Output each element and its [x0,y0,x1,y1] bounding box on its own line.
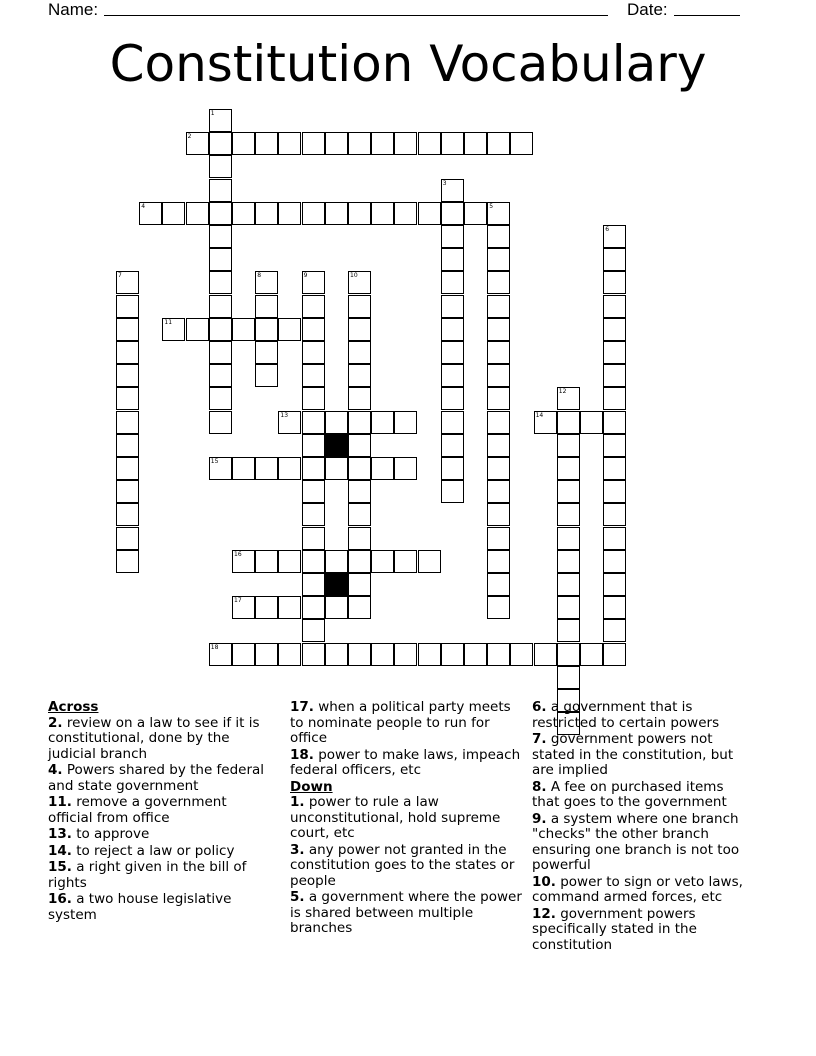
grid-cell[interactable] [209,295,232,318]
grid-cell[interactable] [441,271,464,294]
grid-cell[interactable] [209,202,232,225]
grid-cell[interactable] [603,527,626,550]
grid-cell[interactable] [209,387,232,410]
grid-cell[interactable] [557,387,580,410]
grid-cell[interactable] [418,202,441,225]
clues-column-2 [290,700,522,938]
grid-cell[interactable] [487,503,510,526]
clue-text: a government that is restricted to certain powers [532,699,720,731]
grid-cell[interactable] [302,643,325,666]
grid-cell[interactable] [348,387,371,410]
grid-cell[interactable] [255,318,278,341]
clue-text: a system where one branch "checks" the other branch ensuring one branch is not too powerful [532,810,740,873]
grid-cell[interactable] [371,411,394,434]
down-clue [290,795,522,842]
clue-number: 4 [141,202,146,210]
grid-cell[interactable] [232,596,255,619]
grid-cell[interactable] [557,619,580,642]
grid-cell[interactable] [255,457,278,480]
clue-number-label: 12. [532,905,556,922]
grid-cell[interactable] [186,202,209,225]
grid-cell[interactable] [441,411,464,434]
clue-number-label: 18. [290,746,314,763]
down-clue [532,700,754,731]
grid-cell[interactable] [348,596,371,619]
down-heading: Down [290,778,333,795]
clue-number: 10 [350,272,358,280]
across-clue [48,892,268,923]
grid-cell[interactable] [464,132,487,155]
grid-cell[interactable] [232,318,255,341]
grid-cell[interactable] [348,434,371,457]
grid-cell[interactable] [487,225,510,248]
grid-cell[interactable] [278,202,301,225]
clues-column-3 [532,700,754,954]
grid-cell[interactable] [394,411,417,434]
grid-cell[interactable] [487,248,510,271]
grid-cell[interactable] [209,225,232,248]
clue-text: power to rule a law unconstitutional, hold supreme court, etc [290,794,501,841]
grid-cell[interactable] [394,202,417,225]
grid-cell[interactable] [325,411,348,434]
grid-cell[interactable] [209,364,232,387]
grid-cell[interactable] [278,643,301,666]
grid-cell[interactable] [232,643,255,666]
clue-number-label: 13. [48,826,72,842]
grid-cell[interactable] [186,132,209,155]
down-clue [532,812,754,874]
grid-cell[interactable] [348,480,371,503]
grid-cell[interactable] [487,387,510,410]
clue-text: Powers shared by the federal and state government [48,762,265,794]
grid-cell[interactable] [557,527,580,550]
grid-cell[interactable] [348,411,371,434]
clue-number: 7 [118,272,122,280]
grid-cell[interactable] [302,434,325,457]
grid-cell[interactable] [232,457,255,480]
grid-cell[interactable] [418,550,441,573]
grid-cell[interactable] [580,411,603,434]
across-clue-list [48,716,268,924]
grid-cell[interactable] [487,318,510,341]
grid-cell[interactable] [487,341,510,364]
grid-cell[interactable] [116,434,139,457]
clue-number-label: 3. [290,841,305,858]
grid-cell[interactable] [302,132,325,155]
grid-cell[interactable] [302,550,325,573]
grid-cell[interactable] [278,596,301,619]
grid-cell[interactable] [255,271,278,294]
grid-cell[interactable] [603,573,626,596]
grid-cell[interactable] [441,341,464,364]
grid-cell[interactable] [348,573,371,596]
grid-cell[interactable] [580,643,603,666]
grid-cell[interactable] [255,295,278,318]
clues-column-1 [48,700,268,924]
grid-cell[interactable] [278,318,301,341]
grid-cell[interactable] [603,411,626,434]
grid-cell[interactable] [348,341,371,364]
grid-cell[interactable] [232,202,255,225]
grid-cell[interactable] [209,411,232,434]
grid-cell[interactable] [418,132,441,155]
grid-cell[interactable] [557,666,580,689]
clue-number-label: 4. [48,762,63,778]
clue-text: government powers specifically stated in the constitution [532,905,697,953]
grid-cell[interactable] [302,503,325,526]
clue-number-label: 6. [532,699,547,715]
grid-cell[interactable] [209,109,232,132]
grid-cell[interactable] [116,550,139,573]
grid-cell[interactable] [116,295,139,318]
clue-number: 18 [210,643,219,651]
grid-cell[interactable] [278,411,301,434]
grid-cell[interactable] [371,550,394,573]
grid-cell[interactable] [557,573,580,596]
grid-cell[interactable] [302,573,325,596]
grid-cell[interactable] [348,202,371,225]
clue-text: review on a law to see if it is constitutional, done by the judicial branch [48,714,260,762]
grid-cell[interactable] [418,643,441,666]
grid-cell[interactable] [325,596,348,619]
name-label: Name: [48,0,99,19]
grid-cell[interactable] [302,271,325,294]
across-clue [48,827,268,843]
grid-cell[interactable] [557,503,580,526]
clue-number-label: 2. [48,714,63,731]
grid-cell[interactable] [325,202,348,225]
grid-cell[interactable] [348,318,371,341]
grid-cell[interactable] [603,434,626,457]
clue-number-label: 11. [48,794,72,810]
grid-cell[interactable] [534,411,557,434]
down-clue [532,780,754,811]
grid-cell[interactable] [557,643,580,666]
grid-cell[interactable] [557,480,580,503]
grid-cell[interactable] [603,271,626,294]
grid-cell[interactable] [510,132,533,155]
grid-cell[interactable] [348,132,371,155]
grid-cell[interactable] [441,318,464,341]
grid-cell[interactable] [487,550,510,573]
grid-cell[interactable] [603,248,626,271]
clue-text: remove a government official from office [48,794,227,826]
grid-cell[interactable] [302,341,325,364]
black-cell [325,434,348,457]
grid-cell[interactable] [487,132,510,155]
grid-cell[interactable] [441,457,464,480]
grid-cell[interactable] [394,643,417,666]
grid-cell[interactable] [348,550,371,573]
grid-cell[interactable] [487,271,510,294]
grid-cell[interactable] [116,318,139,341]
grid-cell[interactable] [603,318,626,341]
grid-cell[interactable] [441,202,464,225]
clue-number-label: 8. [532,778,547,795]
grid-cell[interactable] [441,434,464,457]
grid-cell[interactable] [603,364,626,387]
clue-number: 6 [605,226,610,233]
grid-cell[interactable] [209,248,232,271]
grid-cell[interactable] [302,387,325,410]
grid-cell[interactable] [209,643,232,666]
clue-text: A fee on purchased items that goes to the government [532,778,727,810]
across-clue [48,716,268,763]
across-clue [290,700,522,747]
grid-cell[interactable] [487,295,510,318]
down-clue [532,732,754,779]
grid-cell[interactable] [278,457,301,480]
grid-cell[interactable] [557,434,580,457]
grid-cell[interactable] [116,364,139,387]
down-clue [532,907,754,954]
grid-cell[interactable] [302,457,325,480]
grid-cell[interactable] [441,225,464,248]
clue-number: 2 [187,133,192,141]
grid-cell[interactable] [487,480,510,503]
grid-cell[interactable] [302,619,325,642]
across-clue [48,860,268,891]
grid-cell[interactable] [603,457,626,480]
clue-number-label: 16. [48,891,72,907]
grid-cell[interactable] [603,480,626,503]
grid-cell[interactable] [232,550,255,573]
grid-cell[interactable] [209,132,232,155]
grid-cell[interactable] [209,155,232,178]
grid-cell[interactable] [255,132,278,155]
grid-cell[interactable] [302,202,325,225]
grid-cell[interactable] [116,480,139,503]
grid-cell[interactable] [209,457,232,480]
grid-cell[interactable] [116,527,139,550]
grid-cell[interactable] [255,596,278,619]
grid-cell[interactable] [348,503,371,526]
grid-cell[interactable] [441,643,464,666]
clue-text: a government where the power is shared between multiple branches [290,889,522,936]
clue-number: 8 [257,272,262,280]
grid-cell[interactable] [139,202,162,225]
grid-cell[interactable] [441,132,464,155]
grid-cell[interactable] [255,341,278,364]
grid-cell[interactable] [325,643,348,666]
grid-cell[interactable] [116,387,139,410]
clue-number: 11 [164,318,173,326]
grid-cell[interactable] [487,434,510,457]
grid-cell[interactable] [394,550,417,573]
grid-cell[interactable] [255,550,278,573]
clue-text: any power not granted in the constitution goes to the states or people [290,841,515,889]
grid-cell[interactable] [441,387,464,410]
grid-cell[interactable] [603,387,626,410]
across-clue [48,795,268,826]
clue-text: a two house legislative system [48,891,232,923]
down-clue [290,890,522,937]
grid-cell[interactable] [557,550,580,573]
clue-number-label: 5. [290,889,305,905]
clue-text: power to make laws, impeach federal officers, etc [290,746,521,778]
grid-cell[interactable] [603,225,626,248]
grid-cell[interactable] [487,596,510,619]
page-title: Constitution Vocabulary [109,35,707,93]
clue-number: 5 [489,202,494,210]
clue-number: 17 [234,597,242,605]
grid-cell[interactable] [441,364,464,387]
grid-cell[interactable] [232,132,255,155]
grid-cell[interactable] [441,179,464,202]
clue-text: government powers not stated in the constitution, but are implied [532,731,734,778]
grid-cell[interactable] [487,364,510,387]
grid-cell[interactable] [348,271,371,294]
grid-cell[interactable] [603,619,626,642]
clue-number-label: 1. [290,794,305,810]
grid-cell[interactable] [278,132,301,155]
clue-number-label: 7. [532,731,547,747]
grid-cell[interactable] [603,503,626,526]
clue-number: 9 [303,272,308,280]
grid-cell[interactable] [325,457,348,480]
grid-cell[interactable] [302,527,325,550]
clue-number: 3 [442,179,447,187]
grid-cell[interactable] [487,573,510,596]
grid-cell[interactable] [116,503,139,526]
down-clue [532,875,754,906]
clue-number: 15 [210,458,219,465]
down-clue-list-continued [532,700,754,953]
clue-text: power to sign or veto laws, command armed forces, etc [532,873,743,905]
grid-cell[interactable] [116,341,139,364]
grid-cell[interactable] [603,341,626,364]
grid-cell[interactable] [603,550,626,573]
grid-cell[interactable] [441,480,464,503]
grid-cell[interactable] [510,643,533,666]
across-clue [48,763,268,794]
grid-cell[interactable] [302,480,325,503]
black-cell [325,573,348,596]
grid-cell[interactable] [371,643,394,666]
clue-number: 14 [535,411,544,419]
clue-text: to reject a law or policy [71,842,235,859]
across-clue [290,748,522,779]
clue-number-label: 10. [532,873,556,890]
grid-cell[interactable] [394,457,417,480]
grid-cell[interactable] [348,364,371,387]
grid-cell[interactable] [603,596,626,619]
grid-cell[interactable] [255,643,278,666]
grid-cell[interactable] [603,295,626,318]
clue-text: when a political party meets to nominate people to run for office [290,699,511,746]
clue-number: 1 [210,110,215,117]
across-clue-list-continued [290,700,522,779]
grid-cell[interactable] [557,596,580,619]
grid-cell[interactable] [441,248,464,271]
grid-cell[interactable] [371,202,394,225]
grid-cell[interactable] [302,411,325,434]
grid-cell[interactable] [371,457,394,480]
grid-cell[interactable] [116,271,139,294]
grid-cell[interactable] [162,318,185,341]
grid-cell[interactable] [278,550,301,573]
grid-cell[interactable] [603,643,626,666]
grid-cell[interactable] [255,202,278,225]
clue-number-label: 9. [532,810,547,827]
clue-number: 13 [280,411,289,419]
date-label: Date: [627,0,668,19]
grid-cell[interactable] [209,271,232,294]
clue-text: a right given in the bill of rights [48,859,247,891]
grid-cell[interactable] [255,364,278,387]
grid-cell[interactable] [162,202,185,225]
grid-cell[interactable] [348,295,371,318]
grid-cell[interactable] [302,364,325,387]
clue-number-label: 14. [48,842,72,859]
grid-cell[interactable] [441,295,464,318]
grid-cell[interactable] [116,411,139,434]
grid-cell[interactable] [394,132,417,155]
grid-cell[interactable] [209,341,232,364]
across-heading: Across [48,699,99,715]
grid-cell[interactable] [487,527,510,550]
grid-cell[interactable] [487,202,510,225]
grid-cell[interactable] [116,457,139,480]
grid-cell[interactable] [302,295,325,318]
grid-cell[interactable] [487,457,510,480]
grid-cell[interactable] [557,411,580,434]
clue-number-label: 15. [48,859,72,875]
clue-number: 12 [558,388,567,396]
grid-cell[interactable] [186,318,209,341]
clue-number: 16 [234,550,242,558]
grid-cell[interactable] [464,643,487,666]
grid-cell[interactable] [557,457,580,480]
grid-cell[interactable] [348,457,371,480]
grid-cell[interactable] [325,132,348,155]
grid-cell[interactable] [209,318,232,341]
grid-cell[interactable] [348,643,371,666]
grid-cell[interactable] [371,132,394,155]
grid-cell[interactable] [534,643,557,666]
clue-text: to approve [71,826,150,842]
down-clue-list [290,795,522,937]
grid-cell[interactable] [302,596,325,619]
grid-cell[interactable] [209,179,232,202]
across-clue [48,844,268,860]
grid-cell[interactable] [487,411,510,434]
down-clue [290,843,522,890]
grid-cell[interactable] [464,202,487,225]
grid-cell[interactable] [302,318,325,341]
grid-cell[interactable] [325,550,348,573]
grid-cell[interactable] [487,643,510,666]
grid-cell[interactable] [348,527,371,550]
clue-number-label: 17. [290,699,314,715]
